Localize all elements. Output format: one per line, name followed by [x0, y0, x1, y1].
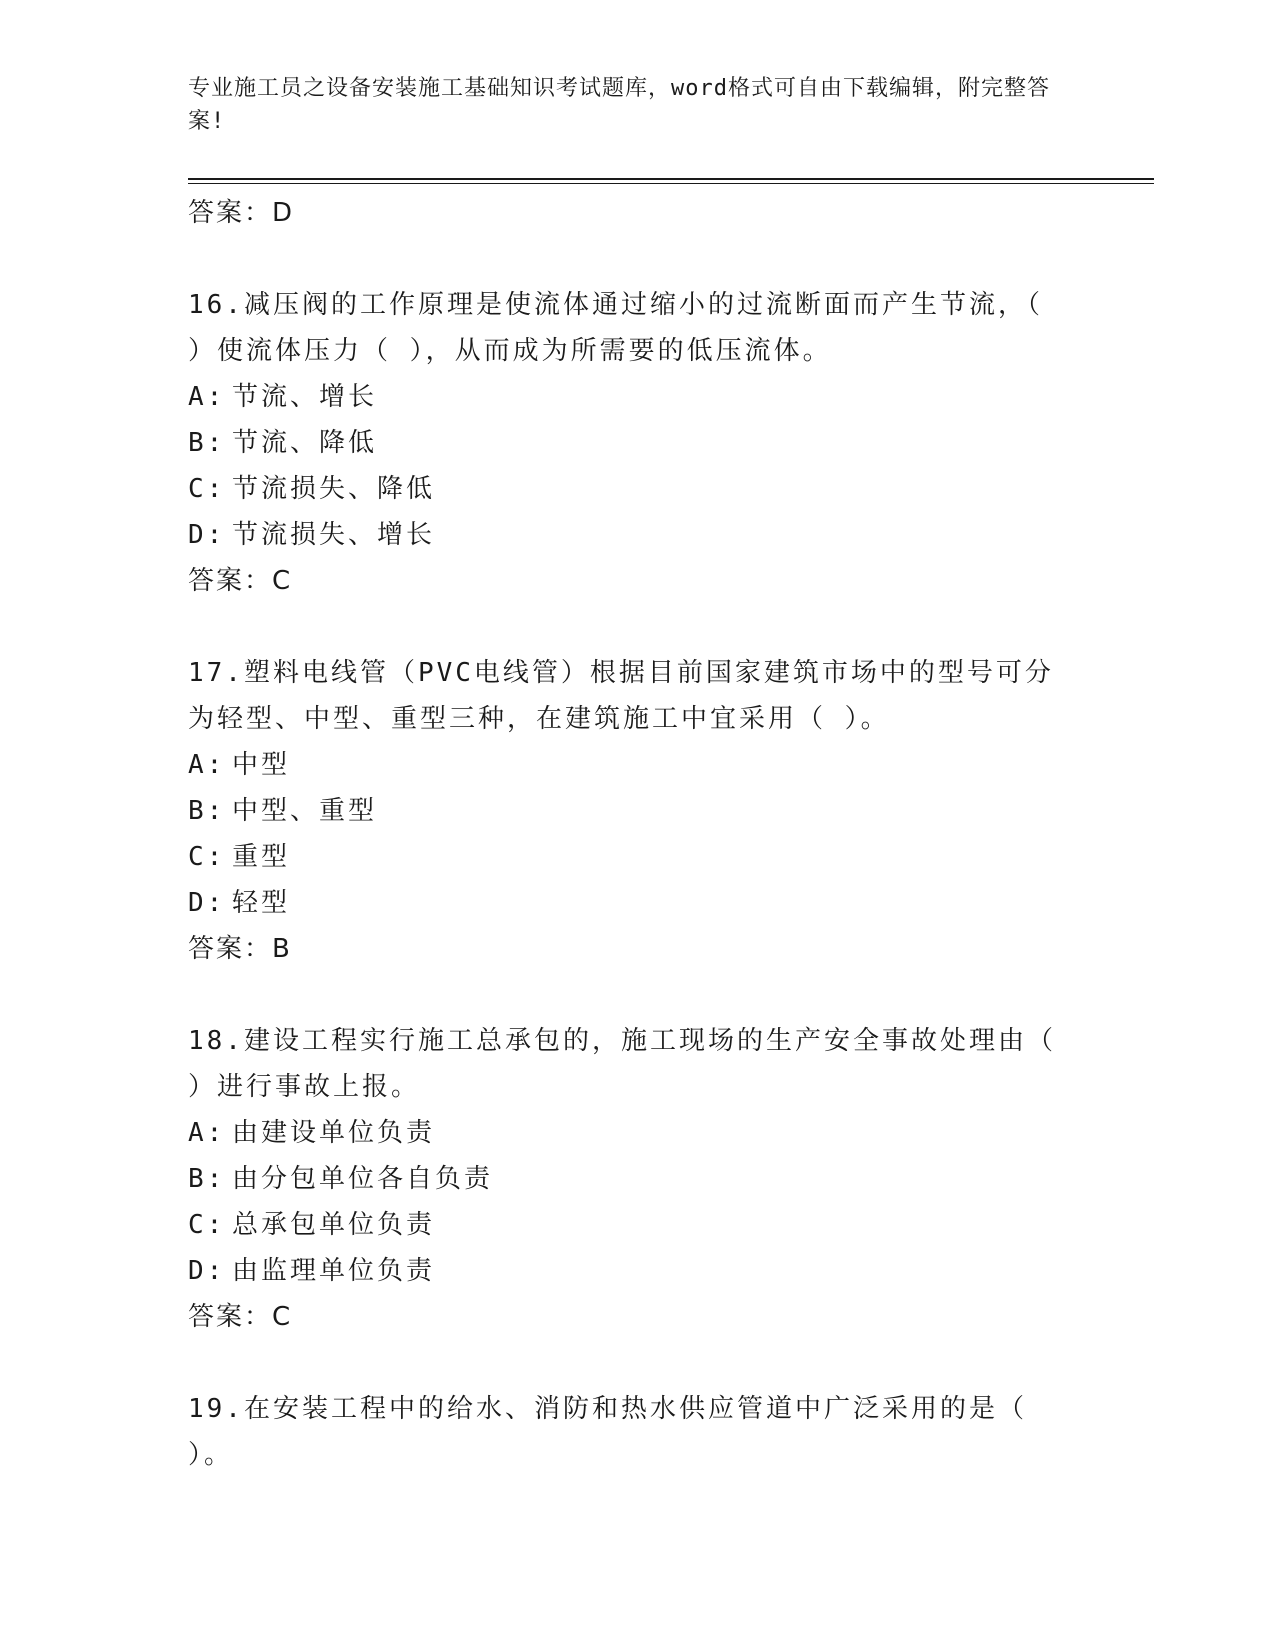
option-letter: D: [188, 1256, 226, 1286]
option-letter: D: [188, 520, 226, 550]
question-16 [188, 282, 1068, 604]
question-stem: 16.减压阀的工作原理是使流体通过缩小的过流断面而产生节流，（ ）使流体压力（ ），从而成为所需要的低压流体。 [188, 290, 1043, 366]
option-text: 中型、重型 [232, 796, 378, 826]
question-stem: 19.在安装工程中的给水、消防和热水供应管道中广泛采用的是（ ）。 [188, 1394, 1027, 1470]
option-c [188, 834, 1068, 880]
option-text: 中型 [232, 750, 291, 780]
option-a [188, 1110, 1068, 1156]
question-19 [188, 1386, 1068, 1478]
option-text: 重型 [232, 842, 291, 872]
option-letter: C: [188, 1210, 226, 1240]
option-letter: B: [188, 796, 226, 826]
option-d [188, 512, 1068, 558]
option-text: 由分包单位各自负责 [232, 1164, 494, 1194]
page-header: 专业施工员之设备安装施工基础知识考试题库，word格式可自由下载编辑，附完整答案! [188, 76, 1050, 134]
option-c [188, 466, 1068, 512]
option-text: 总承包单位负责 [232, 1210, 436, 1240]
option-letter: C: [188, 474, 226, 504]
option-b [188, 788, 1068, 834]
option-letter: A: [188, 382, 226, 412]
option-d [188, 1248, 1068, 1294]
option-text: 轻型 [232, 888, 291, 918]
option-letter: A: [188, 750, 226, 780]
option-letter: C: [188, 842, 226, 872]
header-divider-thin [188, 183, 1154, 184]
answer-line: 答案：C [188, 566, 293, 596]
option-d [188, 880, 1068, 926]
question-17 [188, 650, 1068, 972]
question-list [188, 190, 1068, 1478]
option-c [188, 1202, 1068, 1248]
answer-line: 答案：C [188, 1302, 293, 1332]
option-letter: B: [188, 428, 226, 458]
option-text: 节流、增长 [232, 382, 378, 412]
option-b [188, 420, 1068, 466]
option-letter: D: [188, 888, 226, 918]
answer-line: 答案：B [188, 934, 292, 964]
option-letter: B: [188, 1164, 226, 1194]
option-text: 节流损失、增长 [232, 520, 436, 550]
option-a [188, 374, 1068, 420]
question-stem: 18.建设工程实行施工总承包的，施工现场的生产安全事故处理由（ ）进行事故上报。 [188, 1026, 1056, 1102]
option-text: 由监理单位负责 [232, 1256, 436, 1286]
header-divider-thick [188, 178, 1154, 180]
option-text: 节流、降低 [232, 428, 378, 458]
answer-line: 答案：D [188, 198, 295, 228]
question-18 [188, 1018, 1068, 1340]
option-b [188, 1156, 1068, 1202]
option-a [188, 742, 1068, 788]
option-letter: A: [188, 1118, 226, 1148]
option-text: 由建设单位负责 [232, 1118, 436, 1148]
question-stem: 17.塑料电线管（PVC电线管）根据目前国家建筑市场中的型号可分为轻型、中型、重型三种，在建筑施工中宜采用（ ）。 [188, 658, 1054, 734]
option-text: 节流损失、降低 [232, 474, 436, 504]
